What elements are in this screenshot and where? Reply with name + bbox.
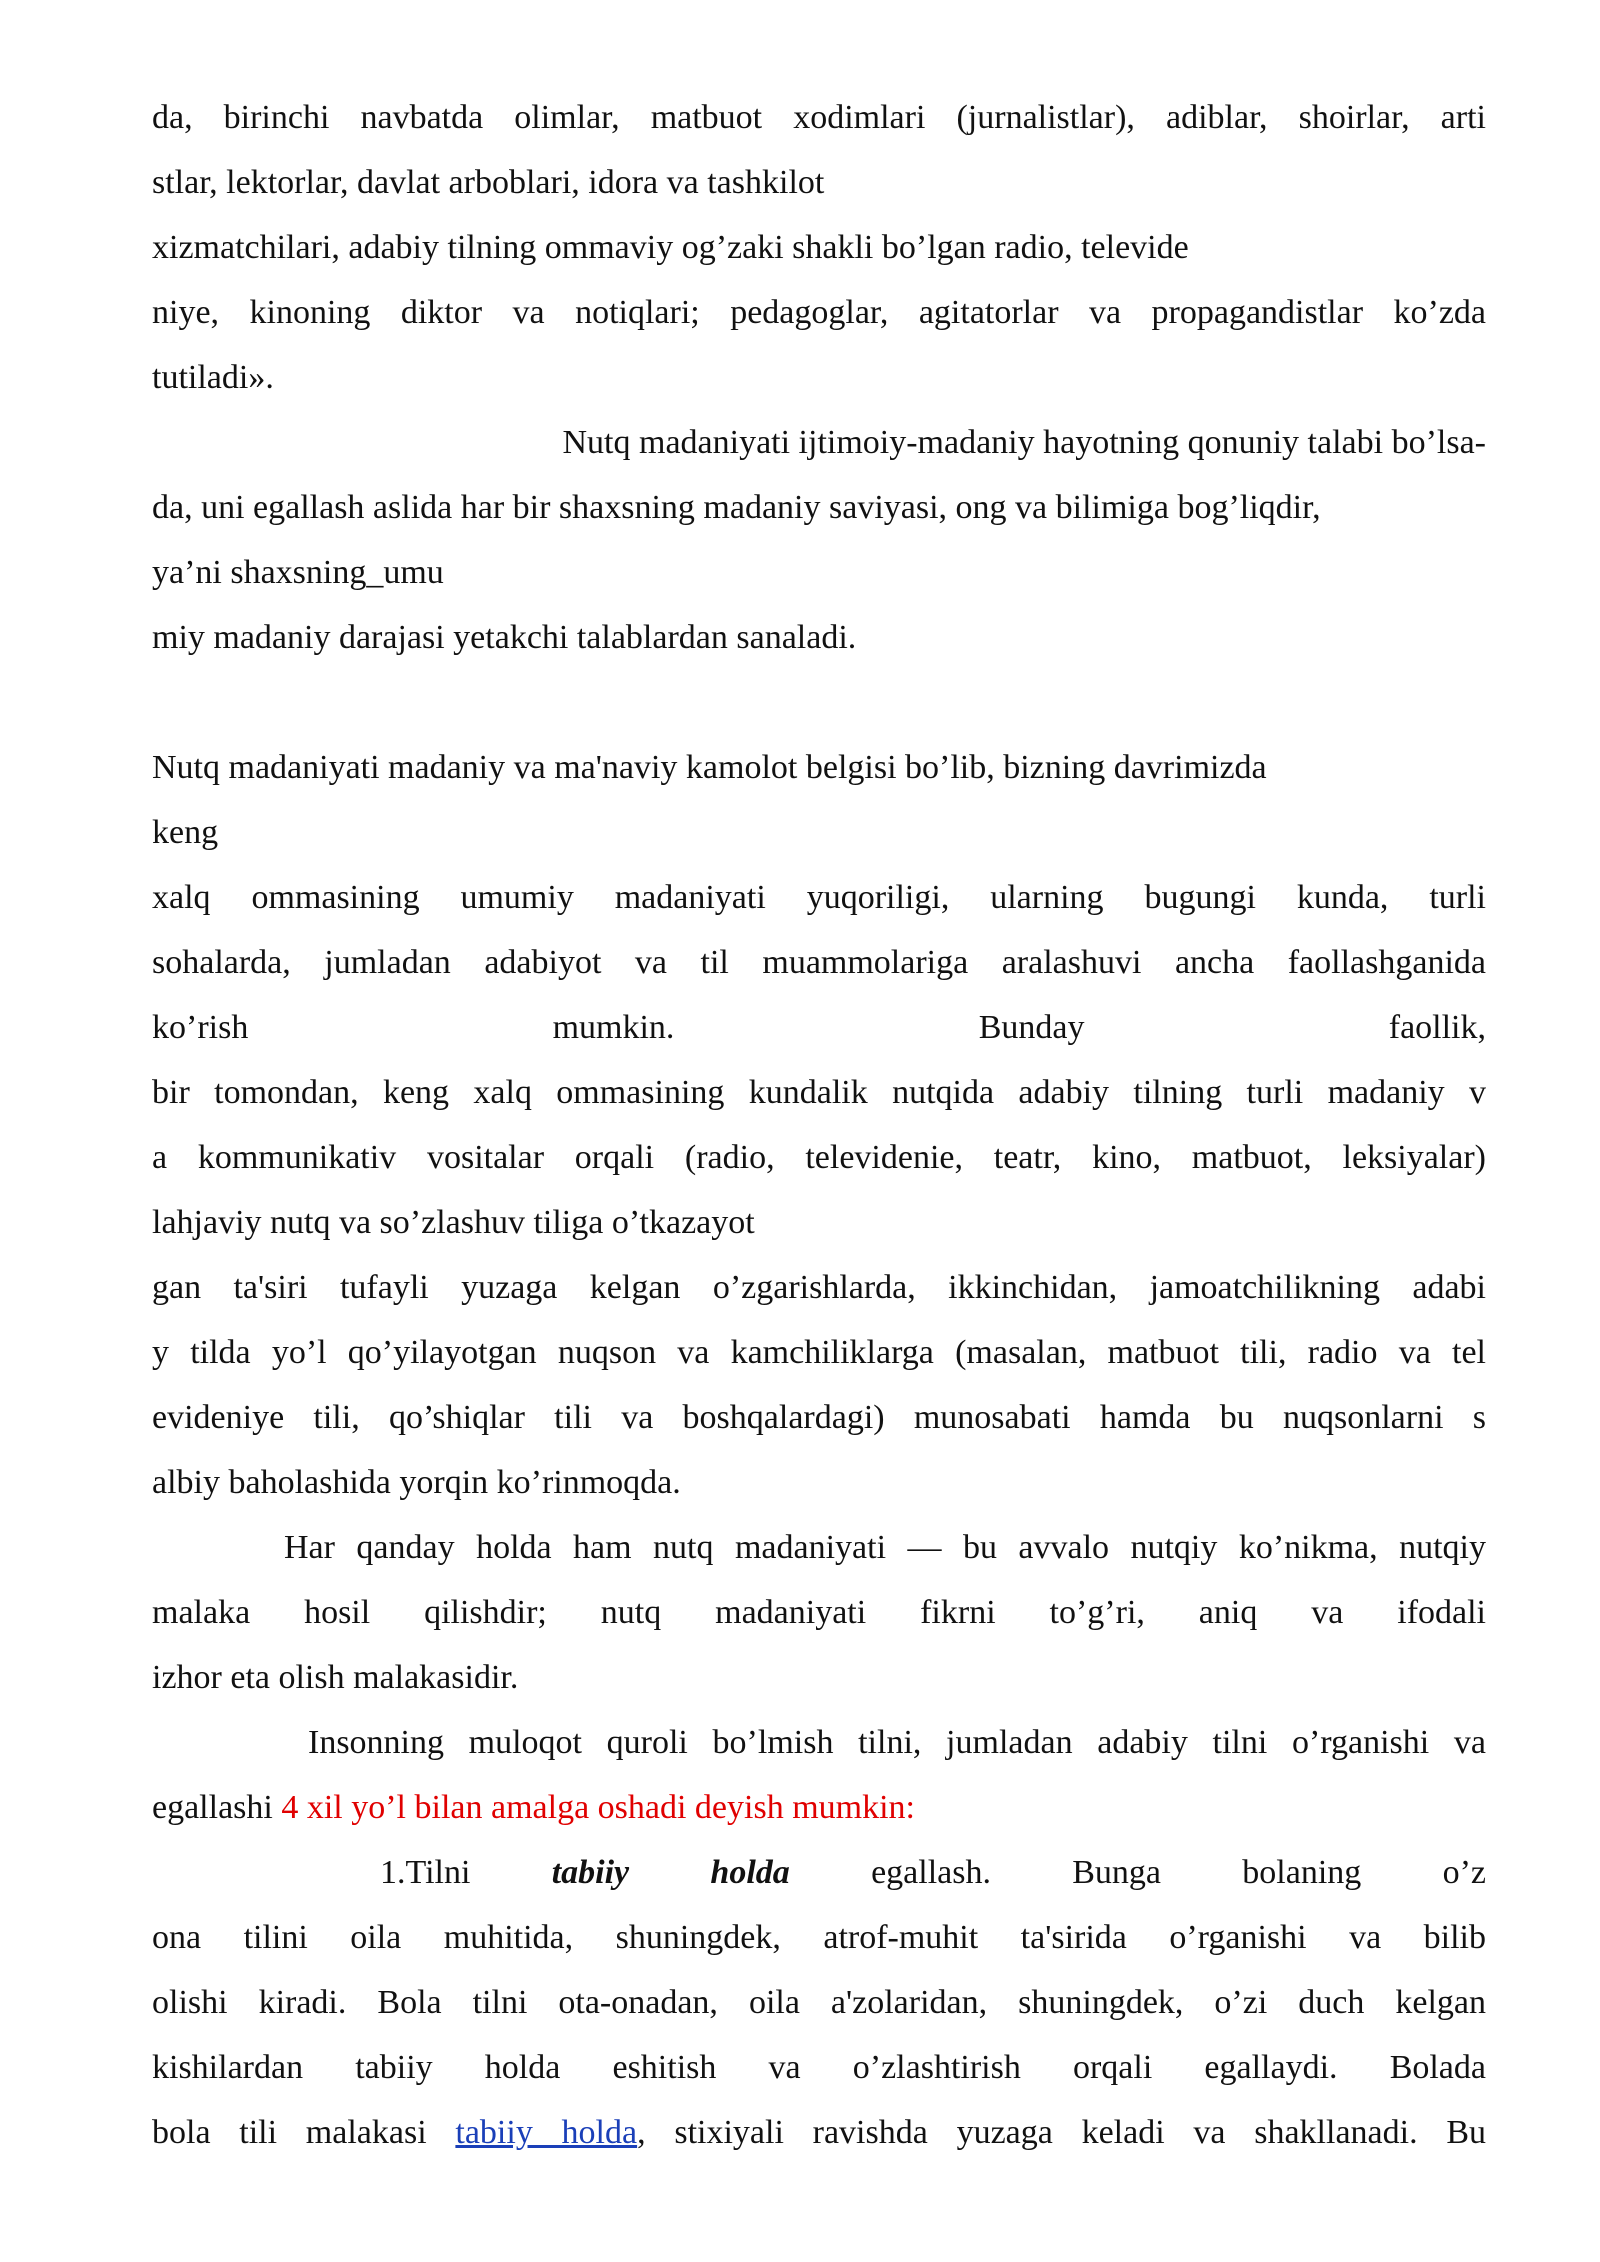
text-line: olishi kiradi. Bola tilni ota-onadan, oila a'zolaridan, shuningdek, o’zi duch kelgan — [152, 1984, 1486, 2021]
text-line: malaka hosil qilishdir; nutq madaniyati fikrni to’g’ri, aniq va ifodali — [152, 1594, 1486, 1631]
highlighted-text: 4 xil yo’l bilan amalga oshadi deyish mumkin: — [281, 1789, 915, 1826]
text-line: kishilardan tabiiy holda eshitish va o’zlashtirish orqali egallaydi. Bolada — [152, 2049, 1486, 2086]
text-line: ko’rish mumkin. Bunday faollik, — [152, 1009, 1486, 1046]
text-line: ona tilini oila muhitida, shuningdek, atrof-muhit ta'sirida o’rganishi va bilib — [152, 1919, 1486, 1956]
text-line: sohalarda, jumladan adabiyot va til muammolariga aralashuvi ancha faollashganida — [152, 944, 1486, 981]
text-line: evideniye tili, qo’shiqlar tili va boshqalardagi) munosabati hamda bu nuqsonlarni s — [152, 1399, 1486, 1436]
text-line: da, uni egallash aslida har bir shaxsning madaniy saviyasi, ong va bilimiga bog’liqdir, — [152, 489, 1321, 526]
text-line: keng — [152, 814, 219, 851]
paragraph-indent-line: Insonning muloqot quroli bo’lmish tilni, jumladan adabiy tilni o’rganishi va — [308, 1724, 1486, 1761]
text-line: a kommunikativ vositalar orqali (radio, televidenie, teatr, kino, matbuot, leksiyalar) — [152, 1139, 1486, 1176]
emphasis-text: tabiiy holda — [551, 1854, 790, 1891]
text-line: stlar, lektorlar, davlat arboblari, idora va tashkilot — [152, 164, 825, 201]
item-number: 1.Tilni — [380, 1854, 552, 1891]
text-line: tutiladi». — [152, 359, 274, 396]
text-line-highlight — [152, 1784, 1486, 1832]
text-line: gan ta'siri tufayli yuzaga kelgan o’zgarishlarda, ikkinchidan, jamoatchilikning adabi — [152, 1269, 1486, 1306]
text-line: y tilda yo’l qo’yilayotgan nuqson va kamchiliklarga (masalan, matbuot tili, radio va tel — [152, 1334, 1486, 1371]
paragraph-indent-line: Har qanday holda ham nutq madaniyati — bu avvalo nutqiy ko’nikma, nutqiy — [284, 1529, 1486, 1566]
line-prefix: bola tili malakasi — [152, 2114, 456, 2151]
text-line: bir tomondan, keng xalq ommasining kundalik nutqida adabiy tilning turli madaniy v — [152, 1074, 1486, 1111]
hyperlink[interactable]: tabiiy holda — [455, 2114, 638, 2151]
item-rest: egallash. Bunga bolaning o’z — [789, 1854, 1486, 1891]
text-line: xalq ommasining umumiy madaniyati yuqoriligi, ularning bugungi kunda, turli — [152, 879, 1486, 916]
text-line: miy madaniy darajasi yetakchi talablardan sanaladi. — [152, 619, 857, 656]
text-line: ya’ni shaxsning_umu — [152, 554, 444, 591]
text-line: da, birinchi navbatda olimlar, matbuot xodimlari (jurnalistlar), adiblar, shoirlar, arti — [152, 99, 1486, 136]
text-line: xizmatchilari, adabiy tilning ommaviy og’zaki shakli bo’lgan radio, televide — [152, 229, 1189, 266]
text-line: niye, kinoning diktor va notiqlari; pedagoglar, agitatorlar va propagandistlar ko’zda — [152, 294, 1486, 331]
paragraph-indent-line: Nutq madaniyati ijtimoiy-madaniy hayotning qonuniy talabi bo’lsa- — [562, 424, 1486, 461]
text-line: lahjaviy nutq va so’zlashuv tiliga o’tkazayot — [152, 1204, 755, 1241]
text-line-with-link — [152, 2109, 1486, 2157]
text-line: albiy baholashida yorqin ko’rinmoqda. — [152, 1464, 681, 1501]
text-line: izhor eta olish malakasidir. — [152, 1659, 519, 1696]
numbered-item-line — [380, 1849, 1486, 1897]
text-line: Nutq madaniyati madaniy va ma'naviy kamolot belgisi bo’lib, bizning davrimizda — [152, 749, 1267, 786]
line-rest: , stixiyali ravishda yuzaga keladi va shakllanadi. Bu — [637, 2114, 1486, 2151]
line-prefix: egallashi — [152, 1789, 282, 1826]
